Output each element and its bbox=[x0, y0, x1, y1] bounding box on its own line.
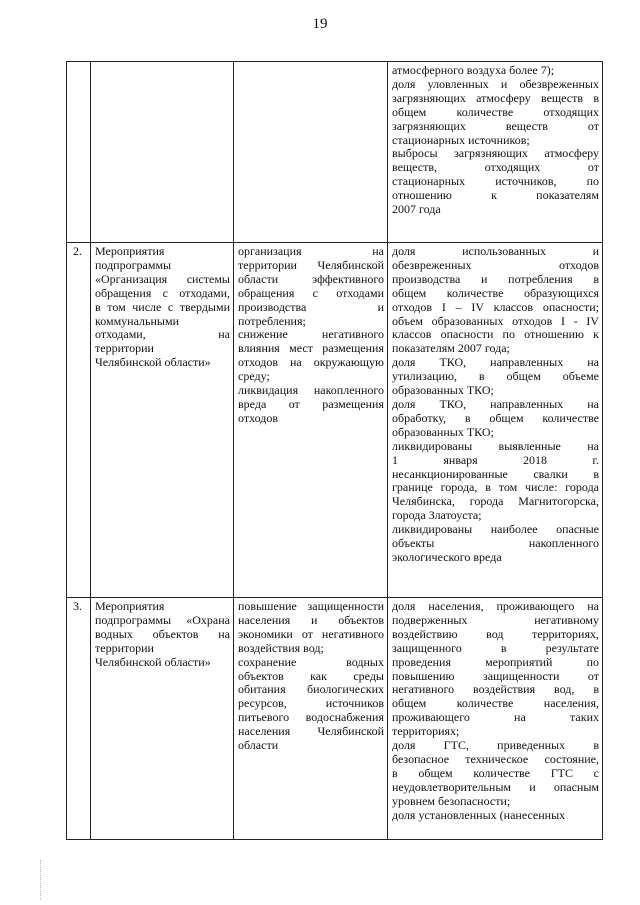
indicators-line: несанкционированные свалки в bbox=[392, 466, 599, 481]
cell-indicators bbox=[388, 62, 603, 243]
indicators-line: защищенного в результате bbox=[392, 640, 599, 655]
measures-line: обитания биологических bbox=[238, 682, 384, 697]
program-line: обращения с отходами, bbox=[95, 285, 230, 300]
measures-line: воздействия вод; bbox=[238, 640, 324, 655]
measures-line: потребления; bbox=[238, 313, 306, 328]
indicators-line: экологического вреда bbox=[392, 549, 502, 564]
indicators-line: 2007 года bbox=[392, 202, 441, 217]
measures-line: повышение защищенности bbox=[238, 599, 384, 613]
indicators-line: доля установленных (нанесенных bbox=[392, 807, 566, 822]
cell-measures bbox=[234, 243, 388, 598]
measures-line: объектов как среды bbox=[238, 668, 384, 683]
indicators-line: показателям 2007 года; bbox=[392, 341, 510, 356]
measures-line: территории Челябинской bbox=[238, 257, 384, 272]
indicators-line: доля ТКО, направленных на bbox=[392, 355, 599, 370]
table-row bbox=[67, 598, 603, 840]
cell-program bbox=[91, 243, 234, 598]
program-line: в том числе с твердыми bbox=[95, 299, 230, 314]
measures-line: питьевого водоснабжения bbox=[238, 710, 384, 725]
indicators-line: загрязняющих веществ от bbox=[392, 118, 599, 133]
program-line: коммунальными bbox=[95, 313, 179, 328]
indicators-line: классов опасности по отношению к bbox=[392, 327, 599, 342]
indicators-line: отходов I – IV классов опасности; bbox=[392, 299, 599, 314]
measures-line: области эффективного bbox=[238, 271, 384, 286]
row-number: 3. bbox=[67, 598, 91, 840]
indicators-line: ликвидированы наиболее опасные bbox=[392, 522, 599, 537]
measures-line: населения и объектов bbox=[238, 612, 384, 627]
program-line: Мероприятия bbox=[95, 599, 165, 613]
cell-measures bbox=[234, 62, 388, 243]
indicators-line: проведения мероприятий по bbox=[392, 654, 599, 669]
program-line: водных объектов на bbox=[95, 626, 230, 641]
program-table bbox=[66, 61, 603, 840]
indicators-line: неудовлетворительным и опасным bbox=[392, 779, 599, 794]
measures-line: ресурсов, источников bbox=[238, 696, 384, 711]
program-line: Челябинской области» bbox=[95, 355, 211, 370]
indicators-line: выбросы загрязняющих атмосферу bbox=[392, 146, 599, 161]
indicators-line: повышению защищенности от bbox=[392, 668, 599, 683]
program-line: подпрограммы bbox=[95, 257, 172, 272]
indicators-line: проживающего на таких bbox=[392, 710, 599, 725]
row-number: 2. bbox=[67, 243, 91, 598]
indicators-line: атмосферного воздуха более 7); bbox=[392, 63, 555, 77]
measures-line: влияния мест размещения bbox=[238, 341, 384, 356]
indicators-line: общем количестве отходящих bbox=[392, 104, 599, 119]
cell-indicators bbox=[388, 243, 603, 598]
table-row bbox=[67, 62, 603, 243]
measures-line: населения Челябинской bbox=[238, 724, 384, 739]
indicators-line: объекты накопленного bbox=[392, 536, 599, 551]
margin-mark bbox=[40, 860, 44, 900]
page-number: 19 bbox=[312, 16, 328, 32]
indicators-line: негативного воздействия вод, в bbox=[392, 682, 599, 697]
indicators-line: общем количестве образующихся bbox=[392, 285, 599, 300]
measures-line: ликвидация накопленного bbox=[238, 383, 384, 398]
indicators-line: города Златоуста; bbox=[392, 508, 482, 523]
indicators-line: Челябинска, города Магнитогорска, bbox=[392, 494, 599, 509]
measures-line: вреда от размещения bbox=[238, 396, 384, 411]
measures-line: области bbox=[238, 738, 279, 753]
indicators-line: 1 января 2018 г. bbox=[392, 452, 599, 467]
indicators-line: веществ, отходящих от bbox=[392, 160, 599, 175]
cell-measures bbox=[234, 598, 388, 840]
measures-line: отходов bbox=[238, 410, 279, 425]
indicators-line: доля ГТС, приведенных в bbox=[392, 738, 599, 753]
row-number bbox=[67, 62, 91, 243]
indicators-line: утилизацию, в общем объеме bbox=[392, 369, 599, 384]
measures-line: производства и bbox=[238, 299, 384, 314]
indicators-line: обезвреженных отходов bbox=[392, 257, 599, 272]
program-line: территории bbox=[95, 341, 154, 356]
indicators-line: воздействию вод территориях, bbox=[392, 626, 599, 641]
indicators-line: безопасное техническое состояние, bbox=[392, 751, 599, 766]
table-row bbox=[67, 243, 603, 598]
program-line: Мероприятия bbox=[95, 244, 165, 258]
measures-line: снижение негативного bbox=[238, 327, 384, 342]
program-line: «Организация системы bbox=[95, 271, 230, 286]
indicators-line: производства и потребления в bbox=[392, 271, 599, 286]
indicators-line: подверженных негативному bbox=[392, 612, 599, 627]
program-line: территории bbox=[95, 640, 154, 655]
indicators-line: общем количестве населения, bbox=[392, 696, 599, 711]
measures-line: экономики от негативного bbox=[238, 626, 384, 641]
program-line: отходами, на bbox=[95, 327, 230, 342]
indicators-line: доля ТКО, направленных на bbox=[392, 396, 599, 411]
cell-indicators bbox=[388, 598, 603, 840]
program-line: Челябинской области» bbox=[95, 654, 211, 669]
indicators-line: отношению к показателям bbox=[392, 188, 599, 203]
indicators-line: стационарных источников; bbox=[392, 132, 530, 147]
indicators-line: загрязняющих атмосферу веществ в bbox=[392, 90, 599, 105]
indicators-line: стационарных источников, по bbox=[392, 174, 599, 189]
measures-line: среду; bbox=[238, 369, 270, 384]
measures-line: обращения с отходами bbox=[238, 285, 384, 300]
indicators-line: доля населения, проживающего на bbox=[392, 599, 599, 613]
program-line: подпрограммы «Охрана bbox=[95, 612, 230, 627]
indicators-line: территориях; bbox=[392, 724, 460, 739]
indicators-line: доля уловленных и обезвреженных bbox=[392, 76, 599, 91]
indicators-line: образованных ТКО; bbox=[392, 424, 494, 439]
measures-line: сохранение водных bbox=[238, 654, 384, 669]
cell-program bbox=[91, 62, 234, 243]
measures-line: организация на bbox=[238, 244, 384, 258]
indicators-line: уровнем безопасности; bbox=[392, 793, 511, 808]
indicators-line: обработку, в общем количестве bbox=[392, 410, 599, 425]
indicators-line: в общем количестве ГТС с bbox=[392, 765, 599, 780]
indicators-line: образованных ТКО; bbox=[392, 383, 494, 398]
indicators-line: ликвидированы выявленные на bbox=[392, 438, 599, 453]
indicators-line: границе города, в том числе: города bbox=[392, 480, 599, 495]
indicators-line: объем образованных отходов I - IV bbox=[392, 313, 599, 328]
indicators-line: доля использованных и bbox=[392, 244, 599, 258]
cell-program bbox=[91, 598, 234, 840]
measures-line: отходов на окружающую bbox=[238, 355, 384, 370]
